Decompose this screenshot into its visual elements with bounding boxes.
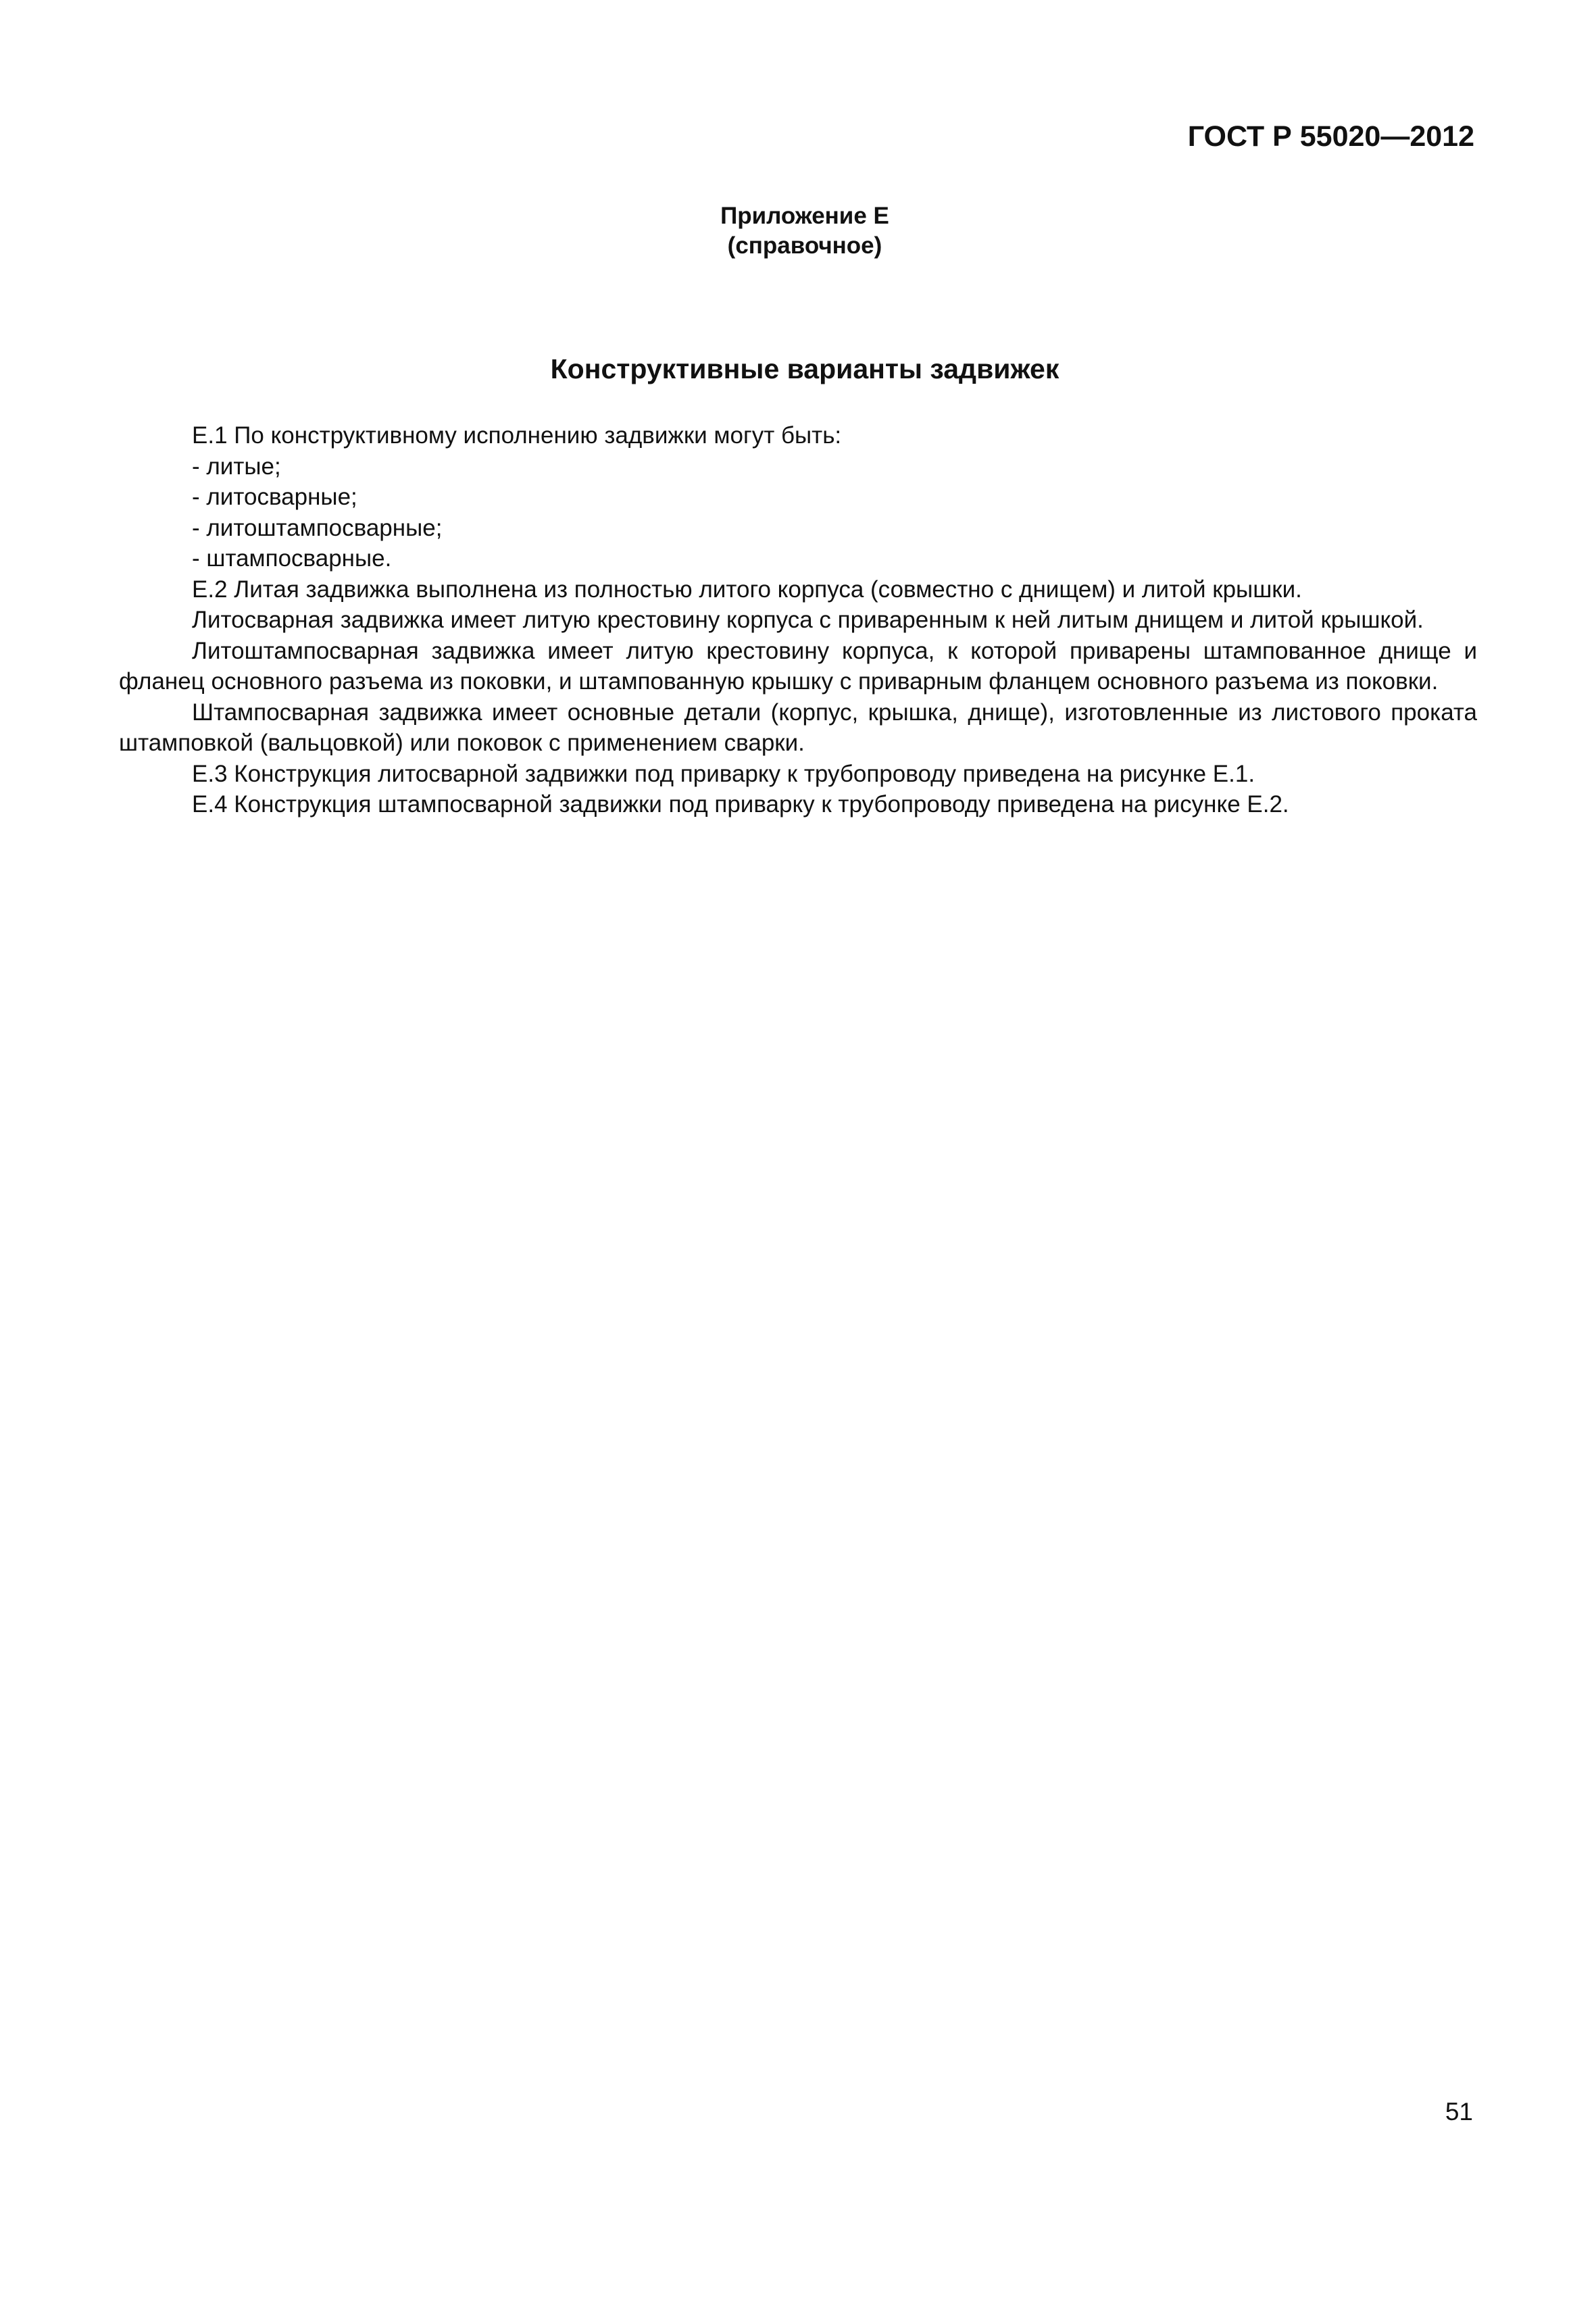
body-text — [119, 420, 1477, 820]
paragraph: Е.4 Конструкция штампосварной задвижки под приварку к трубопроводу приведена на рисунке Е.2. — [192, 791, 1289, 818]
list-item: - штампосварные. — [192, 545, 392, 572]
paragraph: Штампосварная задвижка имеет основные детали (корпус, крышка, днище), изготовленные из листового проката штамповкой (вальцовкой) или поковок с применением сварки. — [119, 699, 1477, 756]
list-item: - литосварные; — [192, 484, 357, 510]
paragraph: Литоштампосварная задвижка имеет литую крестовину корпуса, к которой приварены штампованное днище и фланец основного разъема из поковки, и штампованную крышку с приварным фланцем основного разъема из поковки. — [119, 637, 1477, 695]
list-item: - литоштампосварные; — [192, 514, 443, 541]
appendix-kind: (справочное) — [727, 232, 882, 259]
appendix-title: Приложение Е — [720, 203, 889, 229]
paragraph: Е.3 Конструкция литосварной задвижки под приварку к трубопроводу приведена на рисунке Е.1. — [192, 760, 1255, 787]
list-item: - литые; — [192, 453, 281, 480]
paragraph: Литосварная задвижка имеет литую крестовину корпуса с приваренным к ней литым днищем и литой крышкой. — [192, 607, 1424, 633]
standard-header: ГОСТ Р 55020—2012 — [1187, 120, 1474, 153]
paragraph: Е.2 Литая задвижка выполнена из полностью литого корпуса (совместно с днищем) и литой крышки. — [192, 576, 1302, 603]
section-title: Конструктивные варианты задвижек — [550, 353, 1059, 384]
appendix-heading — [0, 201, 1596, 261]
page-number: 51 — [1445, 2098, 1473, 2126]
paragraph: Е.1 По конструктивному исполнению задвижки могут быть: — [192, 422, 842, 449]
